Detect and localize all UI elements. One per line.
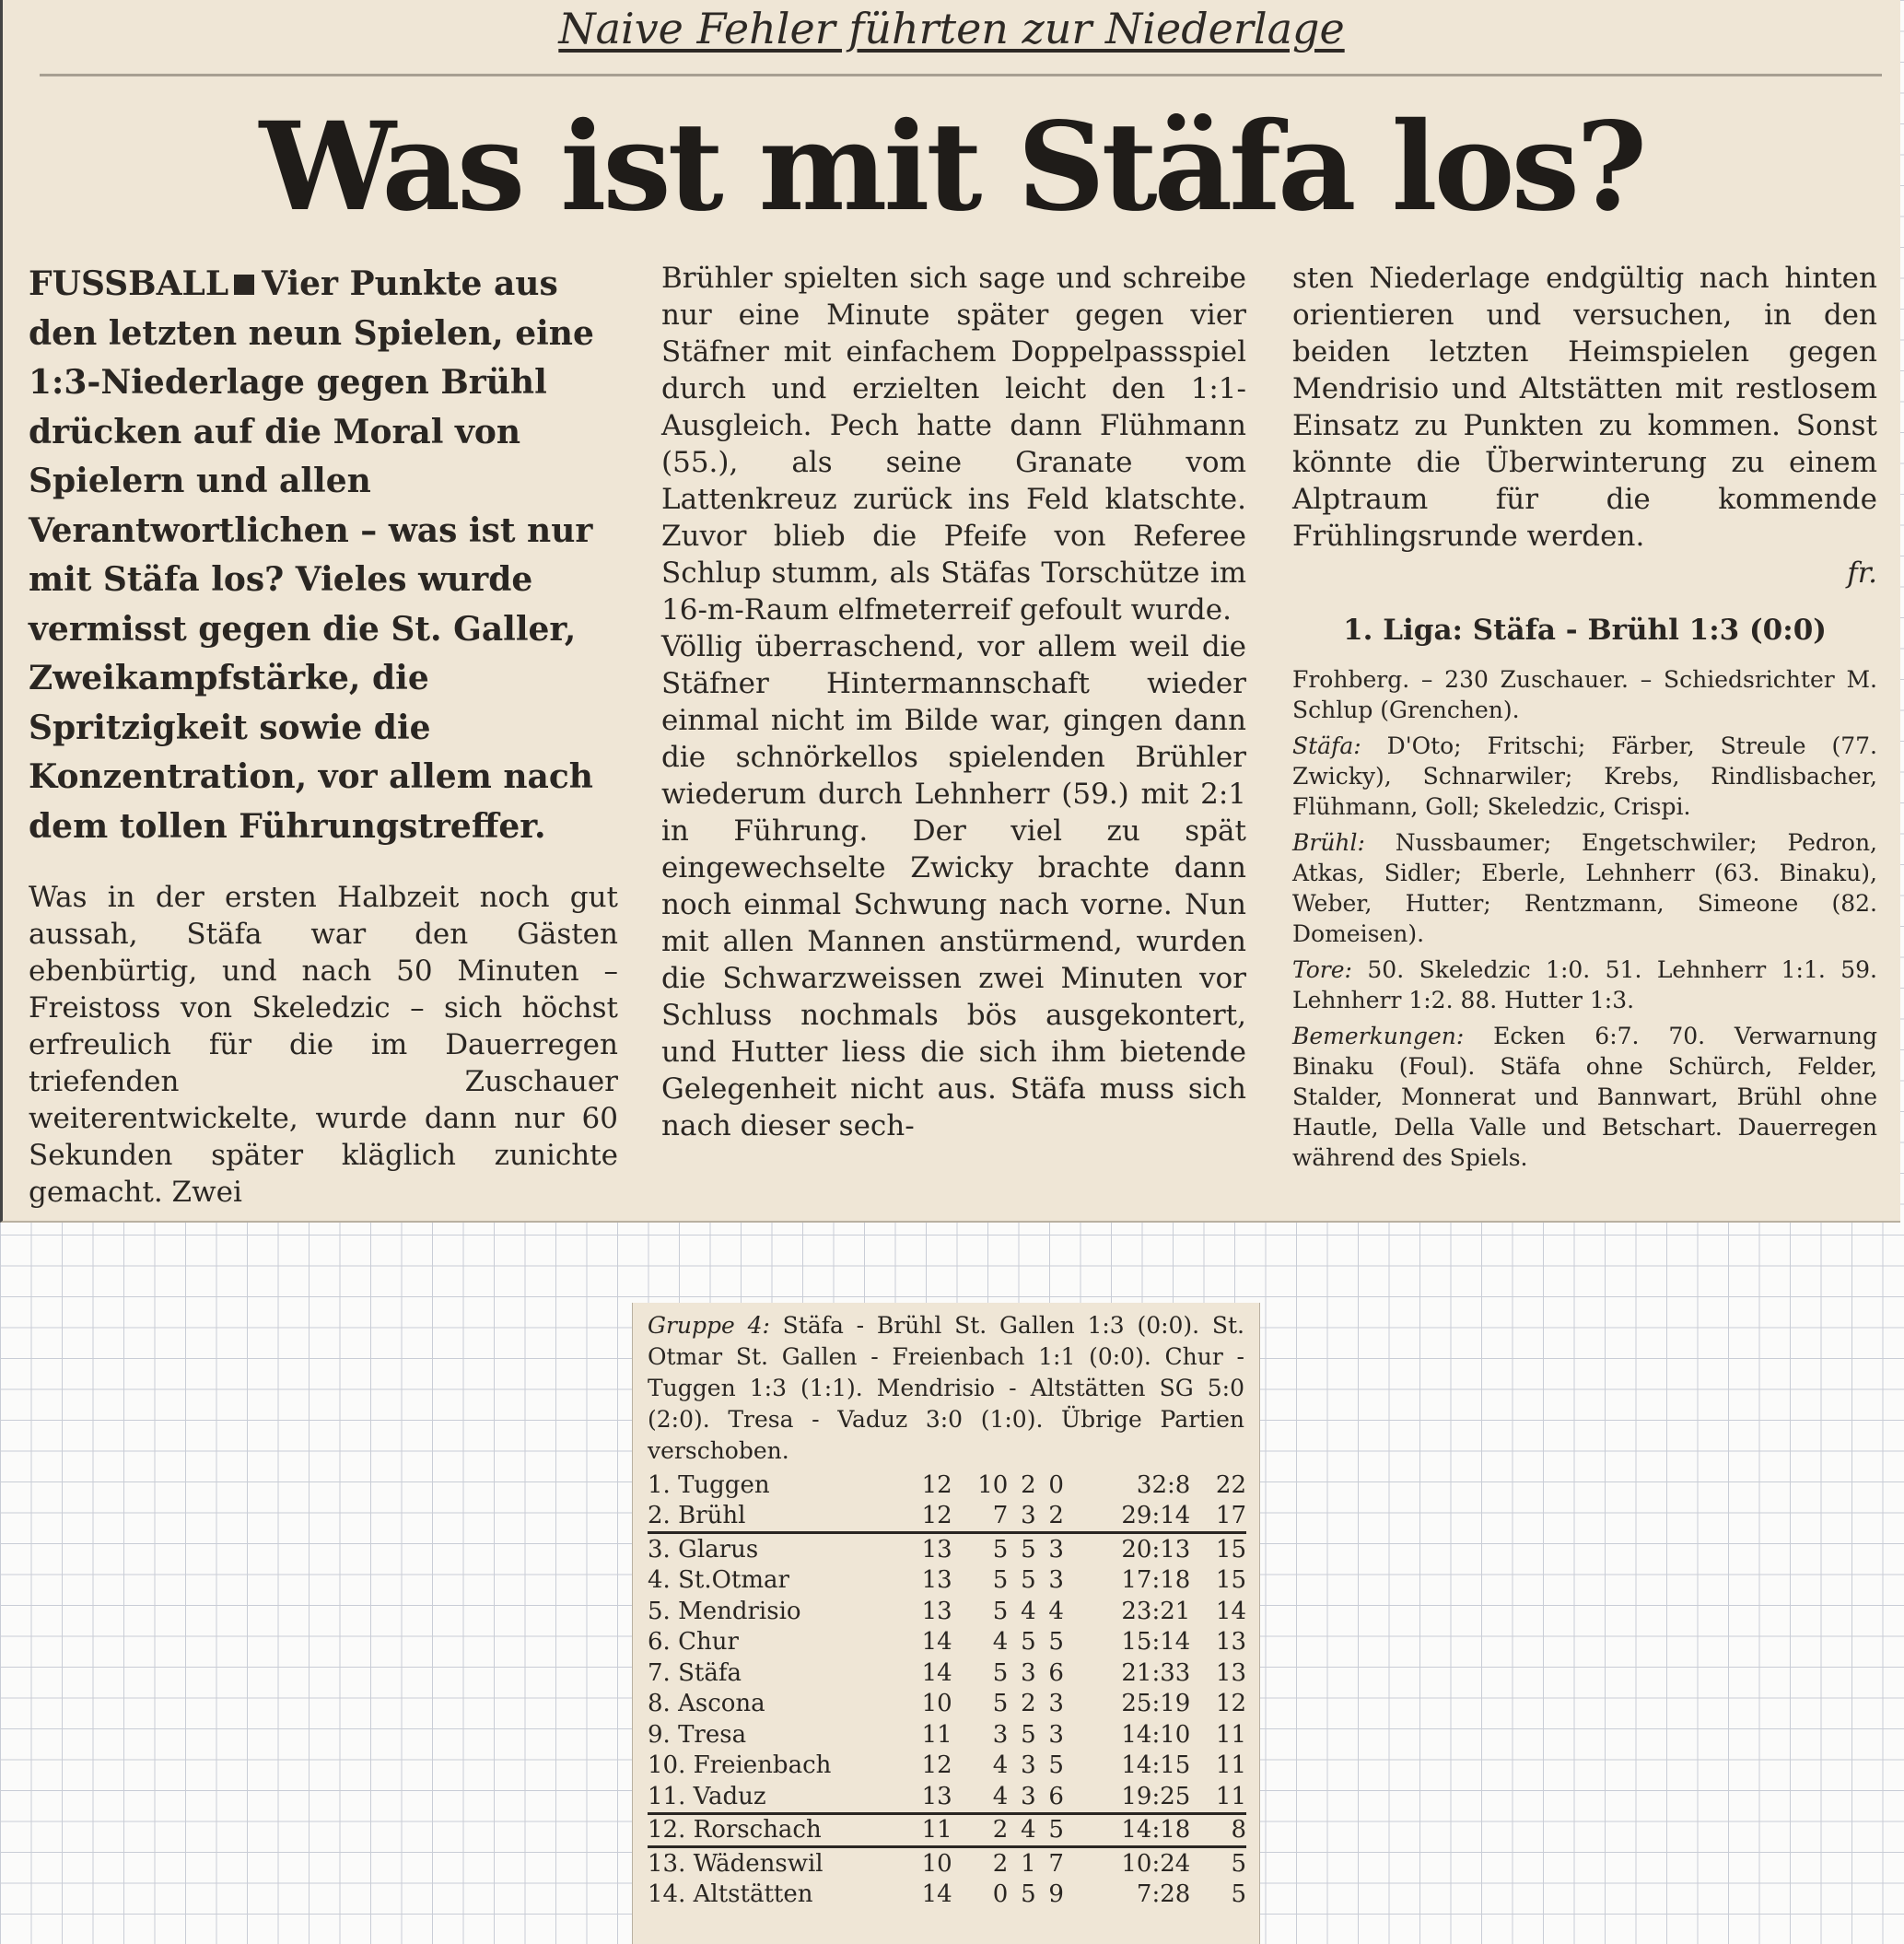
article-paragraph: sten Niederlage endgültig nach hinten orientieren und versuchen, in den beiden letzten Heimspielen gegen Mendrisio und Altstätten mit restlosem Einsatz zu Punkten zu kommen. Sonst könnte die Überwinterung zu einem Alptraum für die kommende Frühlingsrunde werden. bbox=[1292, 262, 1877, 553]
points: 11 bbox=[1215, 1720, 1246, 1749]
factbox-goals bbox=[1292, 954, 1877, 1015]
rank: 4. bbox=[648, 1566, 671, 1595]
goal-ratio: 25:19 bbox=[1121, 1690, 1191, 1718]
headline: Was ist mit Stäfa los? bbox=[259, 96, 1644, 239]
wins: 5 bbox=[992, 1658, 1009, 1687]
standings-row bbox=[648, 1657, 1246, 1689]
points: 22 bbox=[1215, 1470, 1246, 1499]
draws: 5 bbox=[1021, 1880, 1036, 1909]
standings-row bbox=[648, 1596, 1246, 1627]
losses: 9 bbox=[1048, 1880, 1064, 1909]
team-name bbox=[648, 1596, 896, 1627]
team-label: Glarus bbox=[678, 1535, 759, 1563]
goal-ratio: 20:13 bbox=[1064, 1533, 1190, 1565]
team-label: Vaduz bbox=[693, 1782, 766, 1810]
team-name bbox=[648, 1657, 896, 1689]
team-label: Brühl bbox=[678, 1502, 746, 1530]
points: 13 bbox=[1215, 1658, 1246, 1687]
games-played: 12 bbox=[921, 1751, 952, 1780]
team-name bbox=[648, 1813, 896, 1847]
lead-text: Vier Punkte aus den letzten neun Spielen, eine 1:3-Niederlage gegen Brühl drücken auf die Moral von Spielern und allen Verantwortlichen – was ist nur mit Stäfa los? Vieles wurde vermisst gegen die St. Galler, Zweikampfstärke, die Spritzigkeit sowie die Konzentration, vor allem nach dem tollen Führungstreffer. bbox=[29, 264, 594, 846]
wins: 4 bbox=[992, 1628, 1009, 1657]
rank: 14. bbox=[648, 1880, 686, 1909]
factbox-heading: 1. Liga: Stäfa - Brühl 1:3 (0:0) bbox=[1343, 614, 1827, 647]
factbox-lineup-staefa bbox=[1292, 731, 1877, 822]
remarks-label: Bemerkungen: bbox=[1292, 1023, 1465, 1049]
team-label: Rorschach bbox=[693, 1816, 822, 1844]
team-name bbox=[648, 1847, 896, 1880]
team-name bbox=[648, 1627, 896, 1658]
games-played: 14 bbox=[921, 1880, 952, 1909]
wins: 10 bbox=[977, 1470, 1009, 1499]
draws: 1 bbox=[1008, 1847, 1035, 1880]
losses: 4 bbox=[1048, 1597, 1064, 1625]
points: 5 bbox=[1231, 1880, 1246, 1909]
factbox-venue: Frohberg. – 230 Zuschauer. – Schiedsrichter M. Schlup (Grenchen). bbox=[1292, 666, 1877, 723]
standings-row bbox=[648, 1813, 1246, 1847]
team-name bbox=[648, 1689, 896, 1720]
lead-paragraph bbox=[29, 260, 618, 851]
wins: 5 bbox=[992, 1690, 1009, 1718]
team-name bbox=[648, 1533, 896, 1565]
lead-label: FUSSBALL bbox=[29, 264, 229, 303]
wins: 5 bbox=[992, 1597, 1009, 1625]
losses: 6 bbox=[1048, 1782, 1064, 1810]
standings-clipping bbox=[632, 1303, 1260, 1944]
points: 8 bbox=[1190, 1813, 1246, 1847]
results-list: Stäfa - Brühl St. Gallen 1:3 (0:0). St. Otmar St. Gallen - Freienbach 1:1 (0:0). Chur - Tuggen 1:3 (1:1). Mendrisio - Altstätten SG 5:0 (2:0). Tresa - Vaduz 3:0 (1:0). Übrige Partien verschoben. bbox=[648, 1312, 1244, 1464]
goal-ratio: 7:28 bbox=[1136, 1880, 1191, 1909]
rank: 1. bbox=[648, 1470, 671, 1499]
rank: 13. bbox=[648, 1849, 686, 1878]
standings-table bbox=[648, 1470, 1246, 1910]
draws: 3 bbox=[1021, 1658, 1036, 1687]
factbox-lineup-bruehl bbox=[1292, 827, 1877, 949]
draws: 3 bbox=[1021, 1502, 1036, 1530]
losses: 0 bbox=[1048, 1470, 1064, 1499]
column-3 bbox=[1292, 260, 1877, 1178]
wins: 5 bbox=[952, 1533, 1009, 1565]
standings-row bbox=[648, 1880, 1246, 1911]
draws: 4 bbox=[1008, 1813, 1035, 1847]
square-bullet-icon bbox=[234, 275, 254, 295]
goals-text: 50. Skeledzic 1:0. 51. Lehnherr 1:1. 59. Lehnherr 1:2. 88. Hutter 1:3. bbox=[1292, 956, 1878, 1013]
standings-row bbox=[648, 1751, 1246, 1782]
article-paragraph: Völlig überraschend, vor allem weil die Stäfner Hintermannschaft wieder einmal nicht im Bilde war, gingen dann die schnörkellos spielenden Brühler wiederum durch Lehnherr (59.) mit 2:1 in Führung. Der viel zu spät eingewechselte Zwicky brachte dann noch einmal Schwung nach vorne. Nun mit allen Mannen anstürmend, wurden die Schwarzweissen zwei Minuten vor Schluss nochmals bös ausgekontert, und Hutter liess die sich ihm bietende Gelegenheit nicht aus. Stäfa muss sich nach dieser sech- bbox=[661, 630, 1246, 1142]
goal-ratio: 14:18 bbox=[1064, 1813, 1190, 1847]
team-label: Ascona bbox=[678, 1690, 765, 1718]
losses: 3 bbox=[1048, 1720, 1064, 1749]
wins: 2 bbox=[952, 1813, 1009, 1847]
losses: 5 bbox=[1036, 1813, 1064, 1847]
standings-row bbox=[648, 1565, 1246, 1597]
column-1 bbox=[29, 260, 618, 1211]
rank: 9. bbox=[648, 1720, 671, 1749]
draws: 4 bbox=[1021, 1597, 1036, 1625]
games-played: 14 bbox=[921, 1628, 952, 1657]
standings-row bbox=[648, 1847, 1246, 1880]
points: 11 bbox=[1215, 1782, 1246, 1810]
article-paragraph: Was in der ersten Halbzeit noch gut aussah, Stäfa war den Gästen ebenbürtig, und nach 50 Minuten – Freistoss von Skeledzic – sich höchst erfreulich für die im Dauerregen triefenden Zuschauer weiterentwickelte, wurde dann nur 60 Sekunden später kläglich zunichte gemacht. Zwei bbox=[29, 881, 618, 1209]
rank: 12. bbox=[648, 1816, 686, 1844]
rank: 8. bbox=[648, 1690, 671, 1718]
match-factbox bbox=[1292, 615, 1877, 1173]
losses: 3 bbox=[1036, 1533, 1064, 1565]
standings-row bbox=[648, 1533, 1246, 1565]
team-name bbox=[648, 1470, 896, 1501]
standings-row bbox=[648, 1719, 1246, 1751]
rank: 3. bbox=[648, 1535, 671, 1563]
team-name bbox=[648, 1501, 896, 1533]
standings-row bbox=[648, 1781, 1246, 1813]
team-label: Tresa bbox=[678, 1720, 747, 1749]
rank: 6. bbox=[648, 1628, 671, 1657]
goal-ratio: 32:8 bbox=[1136, 1470, 1191, 1499]
goal-ratio: 23:21 bbox=[1121, 1597, 1191, 1625]
wins: 4 bbox=[992, 1782, 1009, 1810]
results-text bbox=[648, 1310, 1244, 1467]
team-label: Altstätten bbox=[693, 1880, 813, 1909]
lineup-label: Brühl: bbox=[1292, 829, 1365, 856]
games-played: 14 bbox=[921, 1658, 952, 1687]
draws: 5 bbox=[1021, 1720, 1036, 1749]
article-paragraph: Brühler spielten sich sage und schreibe nur eine Minute später gegen vier Stäfner mit einfachem Doppelpassspiel durch und erzielten leicht den 1:1-Ausgleich. Pech hatte dann Flühmann (55.), als seine Granate vom Lattenkreuz zurück ins Feld klatschte. Zuvor blieb die Pfeife von Referee Schlup stumm, als Stäfas Torschütze im 16-m-Raum elfmeterreif gefoult wurde. bbox=[661, 262, 1246, 627]
games-played: 13 bbox=[921, 1566, 952, 1595]
team-name bbox=[648, 1781, 896, 1813]
team-label: Wädenswil bbox=[693, 1849, 824, 1878]
losses: 5 bbox=[1048, 1628, 1064, 1657]
standings-row bbox=[648, 1501, 1246, 1533]
rank: 2. bbox=[648, 1502, 671, 1530]
goal-ratio: 17:18 bbox=[1121, 1566, 1191, 1595]
goal-ratio: 29:14 bbox=[1121, 1502, 1191, 1530]
games-played: 12 bbox=[921, 1502, 952, 1530]
points: 12 bbox=[1215, 1690, 1246, 1718]
team-name bbox=[648, 1565, 896, 1597]
points: 15 bbox=[1190, 1533, 1246, 1565]
draws: 3 bbox=[1021, 1751, 1036, 1780]
standings-row bbox=[648, 1470, 1246, 1501]
wins: 3 bbox=[992, 1720, 1009, 1749]
lineup-label: Stäfa: bbox=[1292, 732, 1361, 759]
points: 14 bbox=[1215, 1597, 1246, 1625]
games-played: 10 bbox=[921, 1690, 952, 1718]
draws: 5 bbox=[1008, 1533, 1035, 1565]
wins: 0 bbox=[992, 1880, 1009, 1909]
standings-row bbox=[648, 1627, 1246, 1658]
wins: 5 bbox=[992, 1566, 1009, 1595]
losses: 6 bbox=[1048, 1658, 1064, 1687]
points: 17 bbox=[1215, 1502, 1246, 1530]
team-name bbox=[648, 1719, 896, 1751]
points: 13 bbox=[1215, 1628, 1246, 1657]
draws: 2 bbox=[1021, 1470, 1036, 1499]
remarks-text: Ecken 6:7. 70. Verwarnung Binaku (Foul). Stäfa ohne Schürch, Felder, Stalder, Monnerat und Bannwart, Brühl ohne Hautle, Della Valle und Betschart. Dauerregen während des Spiels. bbox=[1292, 1023, 1877, 1171]
team-label: Freienbach bbox=[693, 1751, 832, 1780]
column-2 bbox=[661, 260, 1246, 1144]
draws: 2 bbox=[1021, 1690, 1036, 1718]
factbox-remarks bbox=[1292, 1021, 1877, 1173]
rank: 7. bbox=[648, 1658, 671, 1687]
group-label: Gruppe 4: bbox=[648, 1312, 770, 1339]
games-played: 13 bbox=[921, 1782, 952, 1810]
losses: 7 bbox=[1036, 1847, 1064, 1880]
losses: 2 bbox=[1048, 1502, 1064, 1530]
rank: 10. bbox=[648, 1751, 686, 1780]
standings-row bbox=[648, 1689, 1246, 1720]
team-label: Chur bbox=[678, 1628, 739, 1657]
losses: 3 bbox=[1048, 1566, 1064, 1595]
games-played: 13 bbox=[896, 1533, 952, 1565]
goal-ratio: 15:14 bbox=[1121, 1628, 1191, 1657]
points: 15 bbox=[1215, 1566, 1246, 1595]
divider bbox=[40, 74, 1882, 76]
author-signature: fr. bbox=[1847, 556, 1877, 590]
wins: 4 bbox=[992, 1751, 1009, 1780]
goal-ratio: 14:10 bbox=[1121, 1720, 1191, 1749]
goal-ratio: 10:24 bbox=[1064, 1847, 1190, 1880]
draws: 3 bbox=[1021, 1782, 1036, 1810]
lineup-text: D'Oto; Fritschi; Färber, Streule (77. Zwicky), Schnarwiler; Krebs, Rindlisbacher, Flühmann, Goll; Skeledzic, Crispi. bbox=[1292, 732, 1877, 820]
losses: 5 bbox=[1048, 1751, 1064, 1780]
draws: 5 bbox=[1021, 1566, 1036, 1595]
games-played: 12 bbox=[921, 1470, 952, 1499]
goal-ratio: 14:15 bbox=[1121, 1751, 1191, 1780]
games-played: 11 bbox=[921, 1720, 952, 1749]
points: 5 bbox=[1190, 1847, 1246, 1880]
goals-label: Tore: bbox=[1292, 956, 1352, 983]
team-name bbox=[648, 1880, 896, 1911]
kicker: Naive Fehler führten zur Niederlage bbox=[558, 4, 1345, 53]
team-label: Mendrisio bbox=[678, 1597, 801, 1625]
rank: 11. bbox=[648, 1782, 686, 1810]
team-name bbox=[648, 1751, 896, 1782]
games-played: 10 bbox=[896, 1847, 952, 1880]
points: 11 bbox=[1215, 1751, 1246, 1780]
losses: 3 bbox=[1048, 1690, 1064, 1718]
goal-ratio: 21:33 bbox=[1121, 1658, 1191, 1687]
wins: 2 bbox=[952, 1847, 1009, 1880]
goal-ratio: 19:25 bbox=[1121, 1782, 1191, 1810]
games-played: 13 bbox=[921, 1597, 952, 1625]
lineup-text: Nussbaumer; Engetschwiler; Pedron, Atkas, Sidler; Eberle, Lehnherr (63. Binaku), Weber, Hutter; Rentzmann, Simeone (82. Domeisen). bbox=[1292, 829, 1877, 947]
team-label: Tuggen bbox=[678, 1470, 770, 1499]
team-label: Stäfa bbox=[678, 1658, 742, 1687]
team-label: St.Otmar bbox=[678, 1566, 789, 1595]
wins: 7 bbox=[992, 1502, 1009, 1530]
rank: 5. bbox=[648, 1597, 671, 1625]
games-played: 11 bbox=[896, 1813, 952, 1847]
draws: 5 bbox=[1021, 1628, 1036, 1657]
